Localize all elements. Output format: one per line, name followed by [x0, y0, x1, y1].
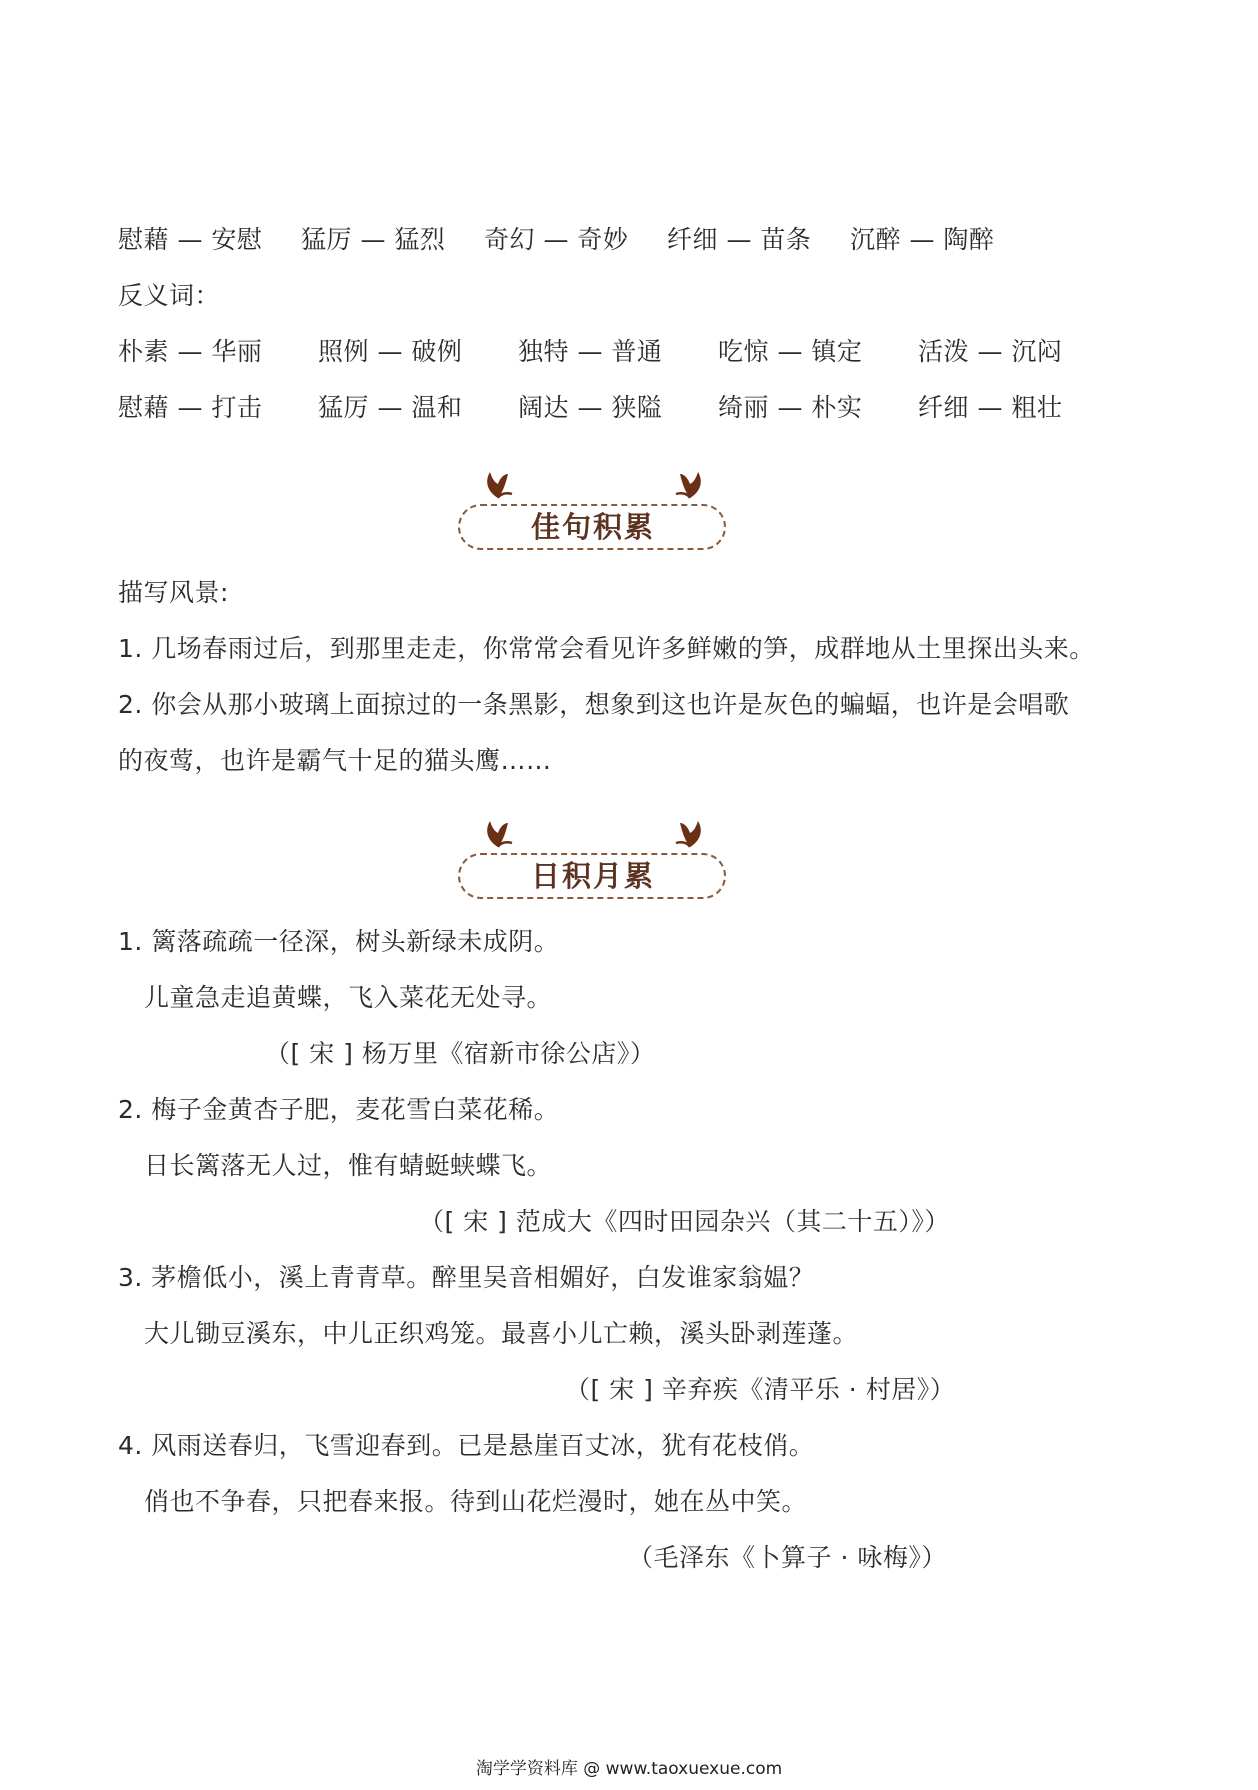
poem-1-source: （[ 宋 ] 杨万里《宿新市徐公店》） [265, 1039, 656, 1068]
footer-watermark: 淘学学资料库 @ www.taoxuexue.com [475, 1759, 783, 1779]
poem-3-source: （[ 宋 ] 辛弃疾《清平乐 · 村居》） [565, 1375, 956, 1404]
poem-3-line-2: 大儿锄豆溪东，中儿正织鸡笼。最喜小儿亡赖，溪头卧剥莲蓬。 [144, 1319, 859, 1348]
word-pair: 纤细 — 粗壮 [918, 393, 1063, 422]
ornament-left-icon [480, 468, 514, 500]
word-pair: 阔达 — 狭隘 [518, 393, 663, 422]
sentence-2-line-2: 的夜莺，也许是霸气十足的猫头鹰…… [118, 746, 552, 775]
poem-2-line-2: 日长篱落无人过，惟有蜻蜓蛱蝶飞。 [144, 1151, 553, 1180]
synonyms-row [118, 223, 1033, 257]
word-pair: 朴素 — 华丽 [118, 337, 263, 366]
antonyms-label: 反义词： [118, 281, 221, 310]
ornament-left-icon [480, 817, 514, 849]
ornament-right-icon [674, 817, 708, 849]
section-title: 佳句积累 [530, 510, 655, 544]
word-pair: 慰藉 — 打击 [118, 393, 263, 422]
poem-4-line-1: 4. 风雨送春归，飞雪迎春到。已是悬崖百丈冰，犹有花枝俏。 [118, 1431, 815, 1460]
word-pair: 照例 — 破例 [318, 337, 463, 366]
subtitle: 描写风景: [118, 578, 229, 607]
antonyms-row-1 [118, 335, 1118, 369]
word-pair: 纤细 — 苗条 [667, 225, 812, 254]
word-pair: 沉醉 — 陶醉 [850, 225, 995, 254]
poem-2-line-1: 2. 梅子金黄杏子肥，麦花雪白菜花稀。 [118, 1095, 560, 1124]
word-pair: 猛厉 — 猛烈 [301, 225, 446, 254]
poem-2-source: （[ 宋 ] 范成大《四时田园杂兴（其二十五）》） [419, 1207, 950, 1236]
poem-1-line-2: 儿童急走追黄蝶，飞入菜花无处寻。 [144, 983, 553, 1012]
word-pair: 慰藉 — 安慰 [118, 225, 263, 254]
section-title: 日积月累 [530, 859, 655, 893]
poem-3-line-1: 3. 茅檐低小，溪上青青草。醉里吴音相媚好，白发谁家翁媪？ [118, 1263, 815, 1292]
word-pair: 吃惊 — 镇定 [718, 337, 863, 366]
poem-4-source: （毛泽东《卜算子 · 咏梅》） [628, 1543, 947, 1572]
poem-4-line-2: 俏也不争春，只把春来报。待到山花烂漫时，她在丛中笑。 [144, 1487, 808, 1516]
section-heading-poems [456, 817, 732, 905]
word-pair: 猛厉 — 温和 [318, 393, 463, 422]
word-pair: 独特 — 普通 [518, 337, 663, 366]
sentence-2-line-1: 2. 你会从那小玻璃上面掠过的一条黑影，想象到这也许是灰色的蝙蝠，也许是会唱歌 [118, 690, 1070, 719]
poem-1-line-1: 1. 篱落疏疏一径深，树头新绿未成阴。 [118, 927, 560, 956]
antonyms-row-2 [118, 391, 1118, 425]
section-heading-sentences [456, 468, 732, 556]
word-pair: 活泼 — 沉闷 [918, 337, 1063, 366]
word-pair: 奇幻 — 奇妙 [484, 225, 629, 254]
ornament-right-icon [674, 468, 708, 500]
word-pair: 绮丽 — 朴实 [718, 393, 863, 422]
sentence-1: 1. 几场春雨过后，到那里走走，你常常会看见许多鲜嫩的笋，成群地从土里探出头来。 [118, 634, 1095, 663]
